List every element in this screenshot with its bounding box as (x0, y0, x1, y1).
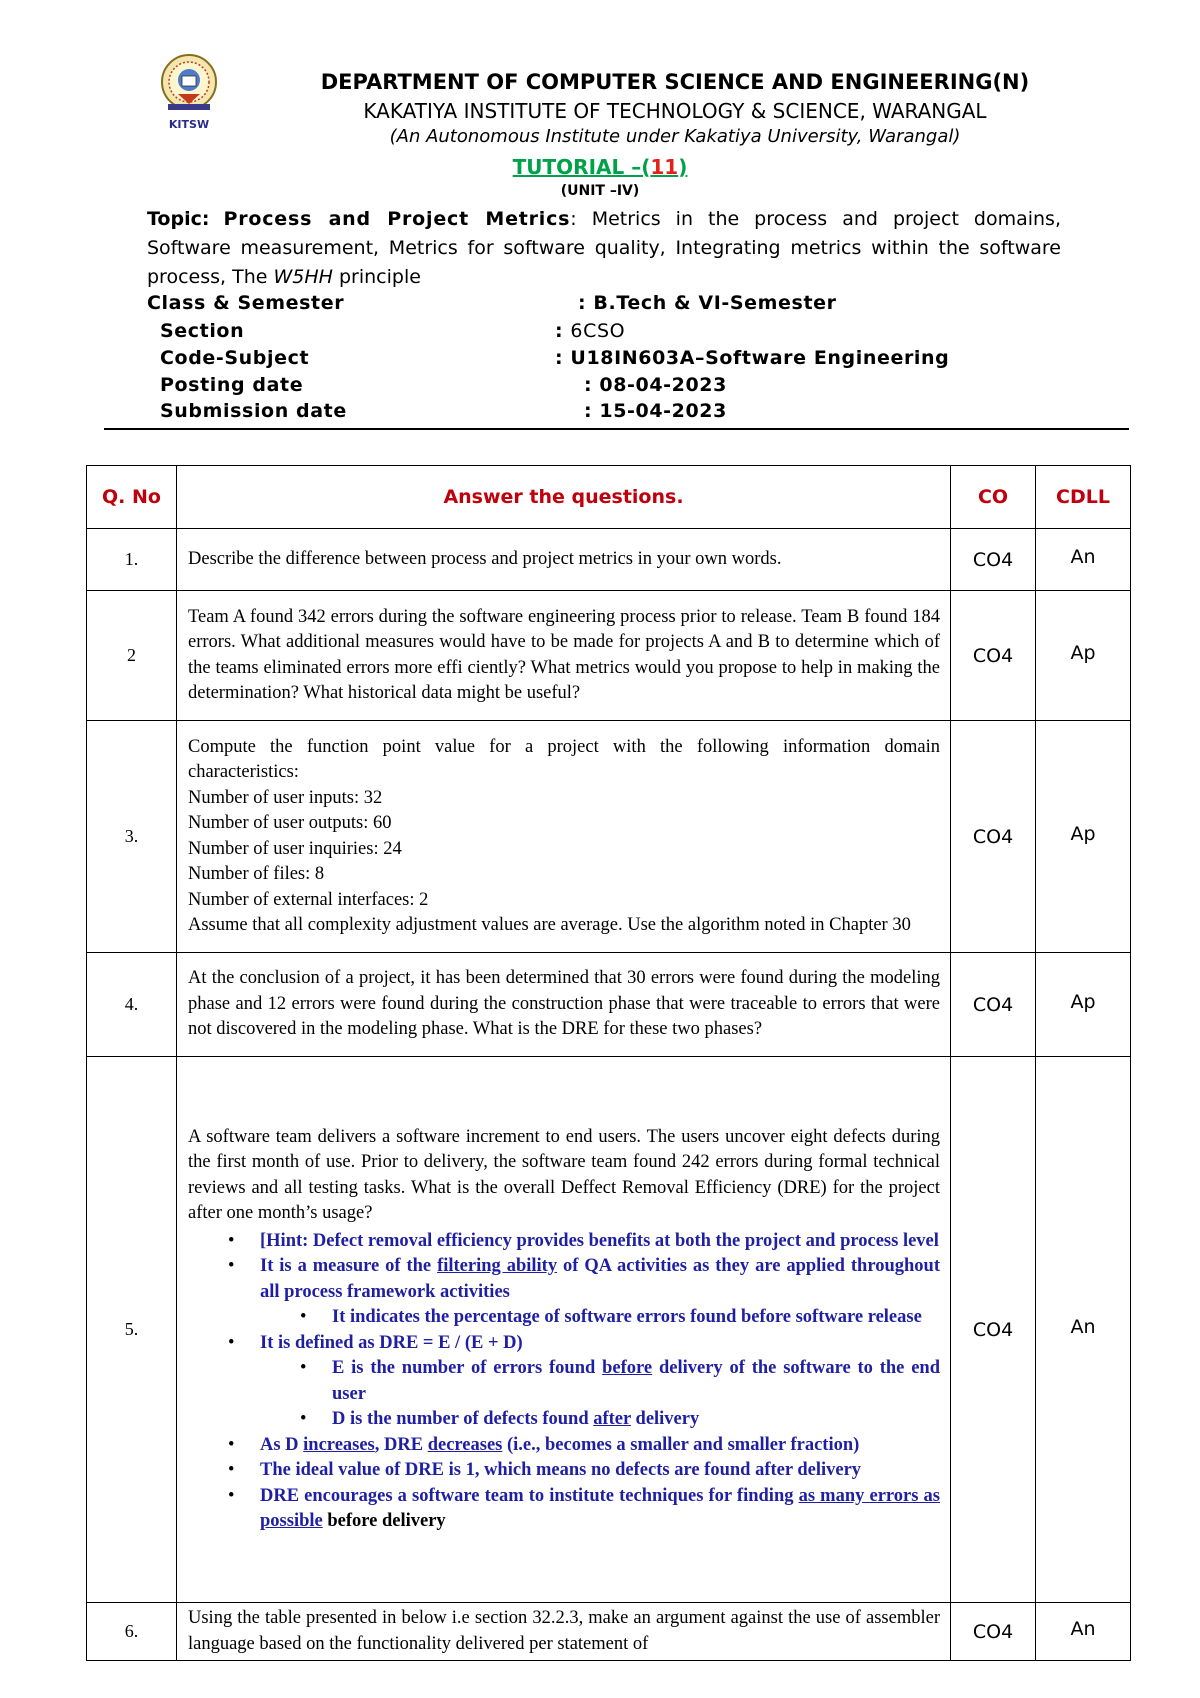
co-value: CO4 (951, 953, 1036, 1057)
meta-value-posting-date: : 08-04-2023 (584, 374, 727, 396)
meta-value-section: : 6CSO (555, 320, 626, 342)
topic-title: Process and Project Metrics (223, 208, 571, 230)
meta-label-class: Class & Semester (147, 292, 345, 314)
co-value: CO4 (951, 529, 1036, 591)
cdll-value: An (1036, 1057, 1131, 1603)
unit-label: (UNIT –IV) (560, 183, 640, 199)
cdll-value: Ap (1036, 721, 1131, 953)
question-line: Number of user outputs: 60 (188, 813, 392, 833)
table-row (87, 1603, 1131, 1661)
department-title: DEPARTMENT OF COMPUTER SCIENCE AND ENGINEERING(N) (320, 70, 1030, 94)
hint-item: • [Hint: Defect removal efficiency provides benefits at both the project and process level (260, 1229, 940, 1255)
cdll-value: Ap (1036, 953, 1131, 1057)
question-line: Compute the function point value for a project with the following information domain characteristics: (188, 736, 940, 782)
cdll-value: An (1036, 529, 1131, 591)
meta-value-code-subject: : U18IN603A–Software Engineering (555, 347, 950, 369)
question-number: 1. (87, 529, 177, 591)
institute-subtitle: (An Autonomous Institute under Kakatiya University, Warangal) (389, 126, 961, 147)
question-text: Team A found 342 errors during the software engineering process prior to release. Team B found 184 errors. What additional measures would have to be made for projects A and B to determine which of the teams eliminated errors more effi ciently? What metrics would you propose to help in making the determination? What historical data might be useful? (177, 591, 951, 721)
question-number: 4. (87, 953, 177, 1057)
question-text (177, 721, 951, 953)
kitsw-logo-icon (158, 52, 220, 140)
tutorial-title: TUTORIAL –(11) (512, 155, 688, 179)
questions-table (86, 465, 1131, 1661)
question-text: Using the table presented in below i.e section 32.2.3, make an argument against the use of assembler language based on the functionality delivered per statement of (177, 1603, 951, 1661)
table-row (87, 591, 1131, 721)
hint-subitem: • E is the number of errors found before delivery of the software to the end user (332, 1356, 940, 1407)
question-line: Assume that all complexity adjustment values are average. Use the algorithm noted in Chapter 30 (188, 915, 911, 935)
header-cdll: CDLL (1036, 466, 1131, 529)
question-text (177, 1057, 951, 1603)
logo-text: KITSW (168, 118, 210, 131)
co-value: CO4 (951, 721, 1036, 953)
meta-label-code-subject: Code-Subject (160, 347, 310, 369)
header-question: Answer the questions. (177, 466, 951, 529)
cdll-value: An (1036, 1603, 1131, 1661)
question-paragraph: A software team delivers a software increment to end users. The users uncover eight defects during the first month of use. Prior to delivery, the software team found 242 errors during formal technical reviews and all testing tasks. What is the overall Deffect Removal Efficiency (DRE) for the project after one month’s usage? (188, 1126, 940, 1223)
question-line: Number of user inquiries: 24 (188, 838, 402, 859)
question-line: Number of user inputs: 32 (188, 787, 383, 808)
hint-item: • It is defined as DRE = E / (E + D) (260, 1331, 940, 1357)
institute-name: KAKATIYA INSTITUTE OF TECHNOLOGY & SCIENCE, WARANGAL (363, 99, 987, 123)
co-value: CO4 (951, 591, 1036, 721)
table-row (87, 529, 1131, 591)
header-divider (104, 428, 1129, 430)
topic-paragraph: Topic: Process and Project Metrics: Metrics in the process and project domains, Software measurement, Metrics for software quality, Integrating metrics within the software process, The W5HH principle (147, 208, 1061, 288)
question-number: 5. (87, 1057, 177, 1603)
header-qno: Q. No (87, 466, 177, 529)
table-row (87, 721, 1131, 953)
tutorial-number: 11 (650, 155, 679, 179)
meta-label-submission-date: Submission date (160, 400, 347, 422)
question-line: Number of external interfaces: 2 (188, 889, 429, 910)
hint-item: • DRE encourages a software team to institute techniques for finding as many errors as possible before delivery (260, 1484, 940, 1535)
question-text: At the conclusion of a project, it has been determined that 30 errors were found during the modeling phase and 12 errors were found during the construction phase that were traceable to errors that were not discovered in the modeling phase. What is the DRE for these two phases? (177, 953, 951, 1057)
hint-list (188, 1229, 940, 1535)
question-number: 3. (87, 721, 177, 953)
hint-subitem: • D is the number of defects found after delivery (332, 1407, 940, 1433)
meta-label-posting-date: Posting date (160, 374, 304, 396)
question-number: 2 (87, 591, 177, 721)
question-text: Describe the difference between process and project metrics in your own words. (177, 529, 951, 591)
question-line: Number of files: 8 (188, 864, 325, 884)
co-value: CO4 (951, 1057, 1036, 1603)
co-value: CO4 (951, 1603, 1036, 1661)
topic-label: Topic: (147, 208, 210, 230)
table-row (87, 953, 1131, 1057)
meta-label-section: Section (160, 320, 245, 342)
meta-value-submission-date: : 15-04-2023 (584, 400, 727, 422)
question-number: 6. (87, 1603, 177, 1661)
header-co: CO (951, 466, 1036, 529)
hint-item: • As D increases, DRE decreases (i.e., becomes a smaller and smaller fraction) (260, 1433, 940, 1459)
table-row (87, 1057, 1131, 1603)
meta-value-class: : B.Tech & VI-Semester (578, 292, 837, 314)
cdll-value: Ap (1036, 591, 1131, 721)
hint-item: • It is a measure of the filtering ability of QA activities as they are applied throughout all process framework activities (260, 1254, 940, 1305)
table-header-row (87, 466, 1131, 529)
hint-item: • The ideal value of DRE is 1, which means no defects are found after delivery (260, 1458, 940, 1484)
hint-subitem: • It indicates the percentage of software errors found before software release (332, 1305, 940, 1331)
